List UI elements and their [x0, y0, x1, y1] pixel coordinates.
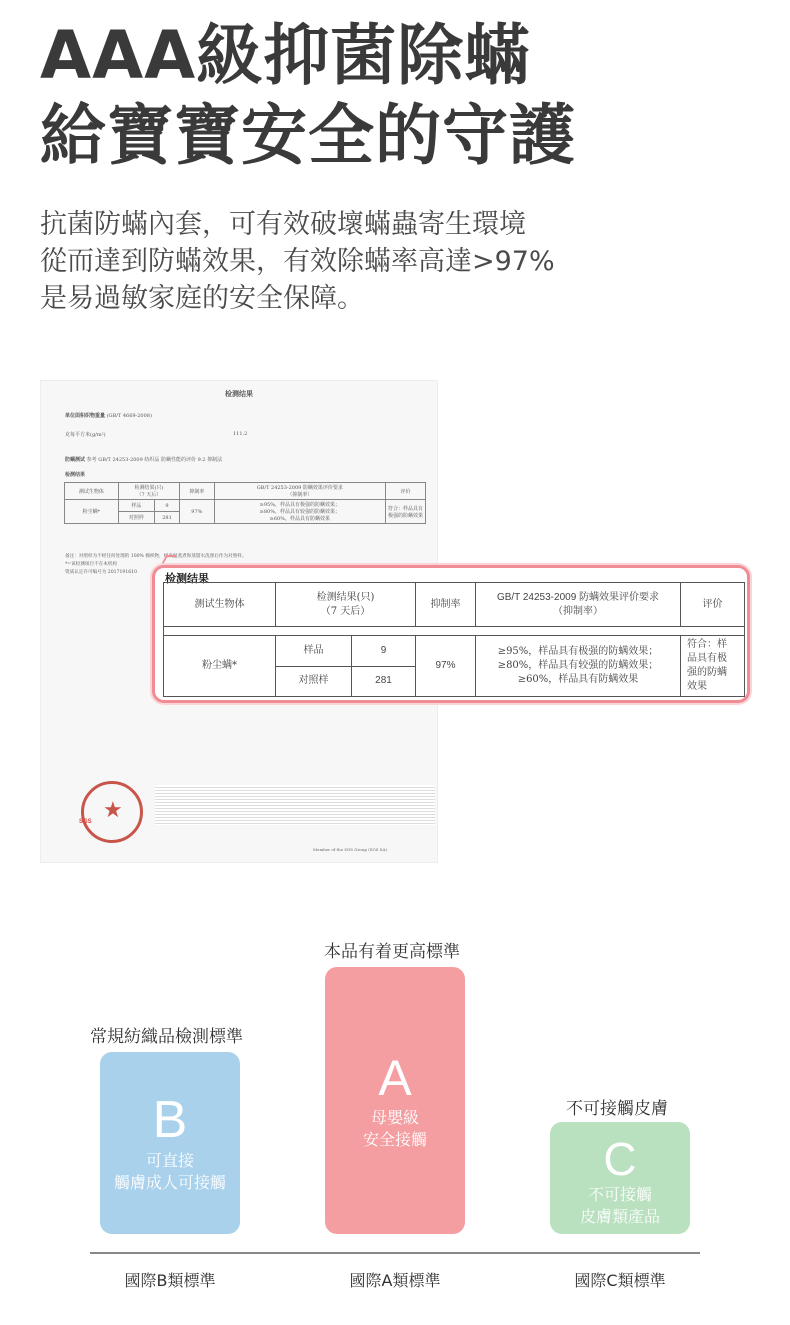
standard-b-card	[100, 1052, 240, 1234]
report-note-2: *=该检测项目不在本机构	[65, 562, 118, 567]
sgs-logo: SGS	[79, 819, 92, 825]
c-label: 國際C類標準	[574, 1271, 666, 1290]
zoom-rate: 97%	[416, 636, 476, 697]
zoom-th-rate: 抑制率	[416, 583, 476, 627]
stamp-seal-icon: ★	[81, 781, 143, 843]
report-req: ≥95%，样品具有极强的防螨效果； ≥80%，样品具有较强的防螨效果； ≥60%，样品具有防螨效果	[214, 500, 385, 524]
zoom-organism: 粉尘螨*	[164, 636, 276, 697]
report-organism: 粉尘螨*	[65, 500, 119, 524]
a-title: 本品有着更高標準	[324, 942, 460, 962]
report-sample-value: 9	[154, 500, 179, 512]
b-letter: B	[152, 1091, 188, 1149]
subtext-line-3: 是易過敏家庭的安全保障。	[40, 283, 364, 314]
report-fine-print	[155, 785, 435, 825]
b-desc-1: 可直接	[145, 1151, 194, 1170]
report-title: 检测结果	[225, 389, 253, 398]
report-th-organism: 测试生物体	[65, 483, 119, 500]
baseline-divider	[90, 1252, 700, 1254]
report-sample-label: 样品	[118, 500, 154, 512]
report-weight-value: 111.2	[233, 431, 248, 437]
zoom-label: 检测结果	[165, 572, 209, 585]
report-mite-label: 防螨测试	[65, 457, 86, 463]
zoom-table	[163, 582, 745, 697]
report-mite-line	[65, 456, 222, 463]
c-desc-1: 不可接觸	[587, 1185, 652, 1204]
b-desc-2: 觸膚成人可接觸	[113, 1173, 226, 1192]
subtext-line-1: 抗菌防蟎內套，可有效破壞蟎蟲寄生環境	[40, 209, 526, 240]
a-letter: A	[378, 1050, 412, 1106]
zoom-th-eval: 评价	[681, 583, 745, 627]
a-desc-2: 安全接觸	[362, 1130, 427, 1149]
subtext	[40, 206, 555, 317]
b-title: 常規紡織品檢測標準	[90, 1027, 243, 1047]
report-weight-unit: 克每平方米(g/m²)	[65, 432, 106, 438]
zoom-control-label: 对照样	[276, 666, 352, 697]
report-table	[64, 482, 426, 524]
report-control-label: 对照样	[118, 512, 154, 524]
report-note-3: 资质认定许可编号为 2017191610	[65, 570, 138, 575]
zoom-callout	[152, 565, 750, 703]
headline	[40, 16, 576, 176]
report-weight-line	[65, 412, 152, 419]
zoom-sample-value: 9	[352, 636, 416, 667]
zoom-sample-label: 样品	[276, 636, 352, 667]
headline-line-2: 給寶寶安全的守護	[40, 97, 576, 174]
subtext-line-2: 從而達到防蟎效果，有效除蟎率高達>97%	[40, 246, 555, 277]
c-letter: C	[603, 1133, 637, 1185]
zoom-th-req: GB/T 24253-2009 防螨效果评价要求 （抑制率）	[476, 583, 681, 627]
report-weight-label: 单位面积织物重量	[65, 413, 106, 419]
zoom-req: ≥95%，样品具有极强的防螨效果； ≥80%，样品具有较强的防螨效果； ≥60%，样品具有防螨效果	[476, 636, 681, 697]
report-th-count: 检测结果(只) （7 天后）	[118, 483, 179, 500]
report-result-label: 检测结果	[65, 472, 86, 478]
a-label: 國際A類標準	[349, 1271, 441, 1290]
report-member: Member of the SGS Group (SGS SA)	[313, 847, 387, 852]
a-desc-1: 母嬰級	[370, 1108, 419, 1127]
report-note-1: 备注：对照样为不经任何处理的 100% 棉织物，经高温蒸煮和蒸馏水洗涤后作为对照样。	[65, 554, 247, 559]
report-mite-std: 参考 GB/T 24253-2009 纺织品 防螨性能的评价 9.2 抑制法	[86, 457, 223, 463]
report-control-value: 281	[154, 512, 179, 524]
report-rate: 97%	[180, 500, 215, 524]
report-weight-std: (GB/T 4669-2008)	[106, 413, 152, 419]
b-label: 國際B類標準	[124, 1271, 216, 1290]
report-th-rate: 抑制率	[180, 483, 215, 500]
c-title: 不可接觸皮膚	[566, 1099, 668, 1119]
report-th-req: GB/T 24253-2009 防螨效果评价要求 （抑制率）	[214, 483, 385, 500]
zoom-eval: 符合：样 品具有极 强的防螨 效果	[681, 636, 745, 697]
report-th-eval: 评价	[386, 483, 426, 500]
report-eval: 符合：样品具有极强的防螨效果	[386, 500, 426, 524]
zoom-th-count: 检测结果(只) （7 天后）	[276, 583, 416, 627]
headline-line-1: AAA級抑菌除蟎	[40, 17, 532, 94]
standard-c-card	[550, 1122, 690, 1234]
zoom-control-value: 281	[352, 666, 416, 697]
standard-a-card	[325, 967, 465, 1234]
zoom-th-organism: 测试生物体	[164, 583, 276, 627]
c-desc-2: 皮膚類產品	[579, 1207, 660, 1226]
